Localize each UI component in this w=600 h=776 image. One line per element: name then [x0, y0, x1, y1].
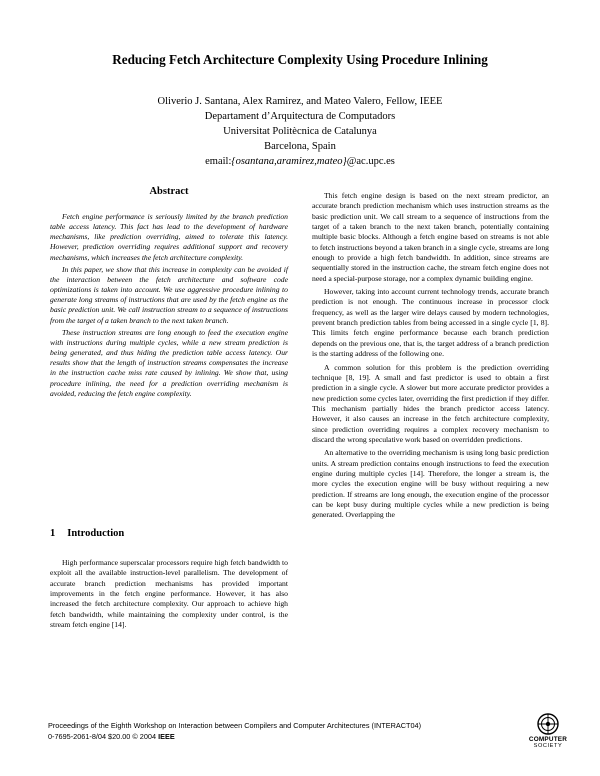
section-number: 1 — [50, 528, 56, 539]
body-paragraph: High performance superscalar processors require high fetch bandwidth to exploit all the available instruction-level parallelism. The development of accurate branch prediction mechanisms has provided important improvements in the fetch engine performance. However, it has also increased the fetch architecture complexity. Our approach to achieve high fetch bandwidth, while maintaining the complexity under control, is the stream fetch engine [14]. — [50, 558, 288, 630]
footer-isbn-line — [48, 731, 421, 742]
section-heading-introduction — [50, 528, 288, 539]
author-block — [0, 94, 600, 169]
logo-text-computer: COMPUTER — [528, 736, 568, 743]
email-domain: @ac.upc.es — [346, 156, 395, 167]
footer-isbn: 0-7695-2061-8/04 $20.00 © 2004 — [48, 732, 157, 741]
email-names: {osantana,aramirez,mateo} — [231, 156, 347, 167]
abstract-paragraph: These instruction streams are long enough to feed the execution engine with instructions during multiple cycles, while a new stream prediction is being generated, and thus hiding the prediction table access latency. Our results show that the length of instruction streams compensates the increase in the instruction cache miss rate caused by inlining. We show that, using procedure inlining, the need for a prediction overriding mechanism is avoided, reducing the fetch engine complexity. — [50, 327, 288, 398]
logo-text-society: SOCIETY — [533, 743, 563, 749]
body-paragraph: However, taking into account current technology trends, accurate branch prediction is not enough. The continuous increase in processor clock frequency, as well as the larger wire delays caused by modern technologies, prevent branch prediction tables from being accessed in a single cycle [1, 8]. This limits fetch engine performance because each branch prediction depends on the previous one, that is, the target address of a branch prediction is the starting address of the following one. — [312, 287, 549, 359]
author-university: Universitat Politècnica de Catalunya — [223, 126, 377, 137]
abstract-paragraph: In this paper, we show that this increase in complexity can be avoided if the interaction between the fetch architecture and software code optimizations is taken into account. We use aggressive procedure inlining to generate long streams of instructions that are used by the fetch engine as the basic prediction unit. We call instruction stream to a sequence of instructions from the target of a taken branch to the next taken branch. — [50, 264, 288, 325]
footer-ieee: IEEE — [158, 732, 175, 741]
email-prefix: email: — [205, 156, 232, 167]
computer-society-logo — [525, 713, 571, 765]
author-department: Departament d’Arquitectura de Computadors — [204, 111, 396, 122]
computer-society-emblem-icon — [537, 713, 559, 735]
body-paragraph: An alternative to the overriding mechanism is using long basic prediction units. A stream prediction contains enough instructions to feed the execution engine during multiple cycles [14]. Therefore, the longer a stream is, the more cycles the execution engine will be busy without requiring a new prediction. If streams are long enough, the execution engine of the processor can be kept busy during multiple cycles while a new prediction is being generated. Overlapping the — [312, 448, 549, 520]
footer-proceedings: Proceedings of the Eighth Workshop on Interaction between Compilers and Computer Architectures (INTERACT04) — [48, 721, 421, 730]
body-paragraph: A common solution for this problem is the prediction overriding technique [8, 19]. A small and fast predictor is used to obtain a first prediction in a single cycle. A slower but more accurate predictor provides a new prediction some cycles later, overriding the first prediction if they differ. This mechanism partially hides the branch predictor access latency. However, it also causes an increase in the fetch architecture complexity, since prediction overriding requires a complex recovery mechanism to discard the wrong speculative work based on overridden predictions. — [312, 362, 549, 444]
right-column-body — [312, 191, 549, 524]
author-names: Oliverio J. Santana, Alex Ramirez, and Mateo Valero, Fellow, IEEE — [157, 96, 443, 107]
introduction-body — [50, 558, 288, 630]
author-email — [0, 154, 600, 169]
abstract-paragraph: Fetch engine performance is seriously limited by the branch prediction table access latency. This fact has lead to the development of hardware mechanisms, like prediction overriding, aimed to tolerate this latency. However, prediction overriding requires additional support and recovery mechanisms, which increases the fetch architecture complexity. — [50, 212, 288, 262]
abstract-heading: Abstract — [149, 186, 189, 197]
abstract-body — [50, 212, 288, 401]
section-title: Introduction — [67, 528, 125, 539]
author-location: Barcelona, Spain — [264, 141, 336, 152]
paper-title: Reducing Fetch Architecture Complexity Using Procedure Inlining — [112, 52, 488, 67]
body-paragraph: This fetch engine design is based on the next stream predictor, an accurate branch prediction mechanism which uses instruction streams as the basic prediction unit. We call stream to a sequence of instructions from the target of a taken branch to the next taken branch, potentially containing multiple basic blocks. Although a fetch engine based on streams is not able to fetch instructions beyond a taken branch in a single cycle, streams are long enough to provide a high fetch bandwidth. In addition, since streams are sequentially stored in the instruction cache, the stream fetch engine does not need a special-purpose storage, nor a complex dynamic building engine. — [312, 191, 549, 283]
page-footer — [48, 720, 421, 742]
